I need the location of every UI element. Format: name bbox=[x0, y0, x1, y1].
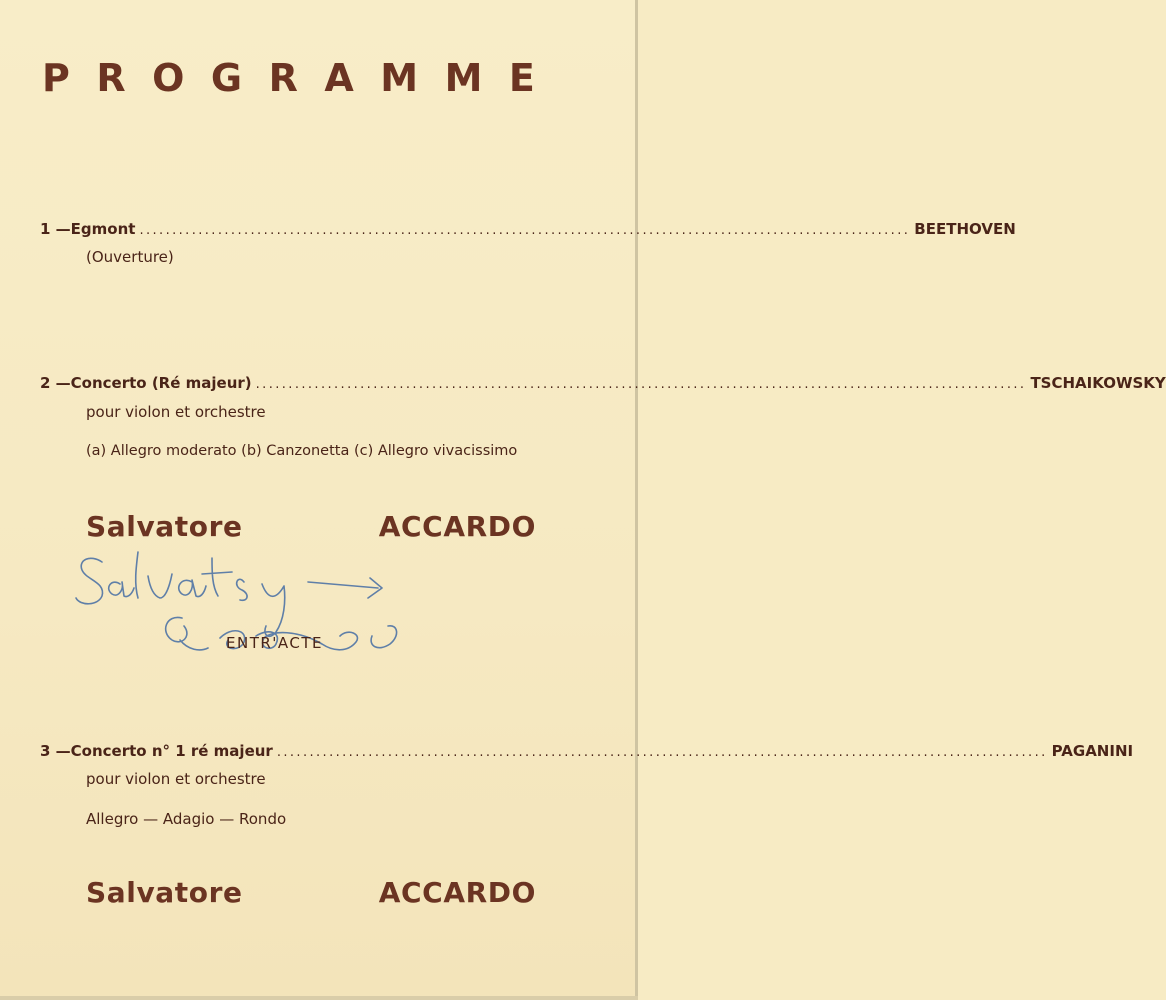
composer-name: PAGANINI bbox=[1051, 742, 1134, 760]
dot-leader: ...................................................................................................................... bbox=[139, 223, 911, 238]
work-title: Concerto n° 1 ré majeur bbox=[70, 742, 273, 760]
dot-leader: ...................................................................................................................... bbox=[276, 745, 1048, 760]
composer-name: TSCHAIKOWSKY bbox=[1030, 374, 1166, 392]
soloist-name bbox=[86, 876, 536, 909]
work-subtitle: pour violon et orchestre bbox=[86, 770, 266, 788]
programme-item-1 bbox=[40, 220, 1016, 238]
item-number: 1 — bbox=[40, 220, 71, 238]
item-number: 3 — bbox=[40, 742, 71, 760]
page-title: PROGRAMME bbox=[42, 56, 562, 100]
soloist-name bbox=[86, 510, 536, 543]
page-edge-right bbox=[635, 0, 638, 1000]
composer-name: BEETHOVEN bbox=[914, 220, 1016, 238]
intermission-label: ENTR'ACTE bbox=[226, 634, 324, 652]
programme-item-3 bbox=[40, 742, 1134, 760]
work-movements: (a) Allegro moderato (b) Canzonetta (c) Allegro vivacissimo bbox=[86, 443, 518, 459]
soloist-first-name: Salvatore bbox=[86, 510, 243, 543]
soloist-first-name: Salvatore bbox=[86, 876, 243, 909]
programme-item-2 bbox=[40, 374, 1166, 392]
soloist-last-name: ACCARDO bbox=[378, 876, 536, 909]
work-movements: Allegro — Adagio — Rondo bbox=[86, 810, 287, 828]
item-number: 2 — bbox=[40, 374, 71, 392]
dot-leader: ...................................................................................................................... bbox=[255, 377, 1027, 392]
work-title: Concerto (Ré majeur) bbox=[70, 374, 252, 392]
page-edge-bottom bbox=[0, 996, 638, 1000]
work-subtitle: pour violon et orchestre bbox=[86, 403, 266, 421]
work-title: Egmont bbox=[70, 220, 136, 238]
work-subtitle: (Ouverture) bbox=[86, 248, 174, 266]
soloist-last-name: ACCARDO bbox=[378, 510, 536, 543]
